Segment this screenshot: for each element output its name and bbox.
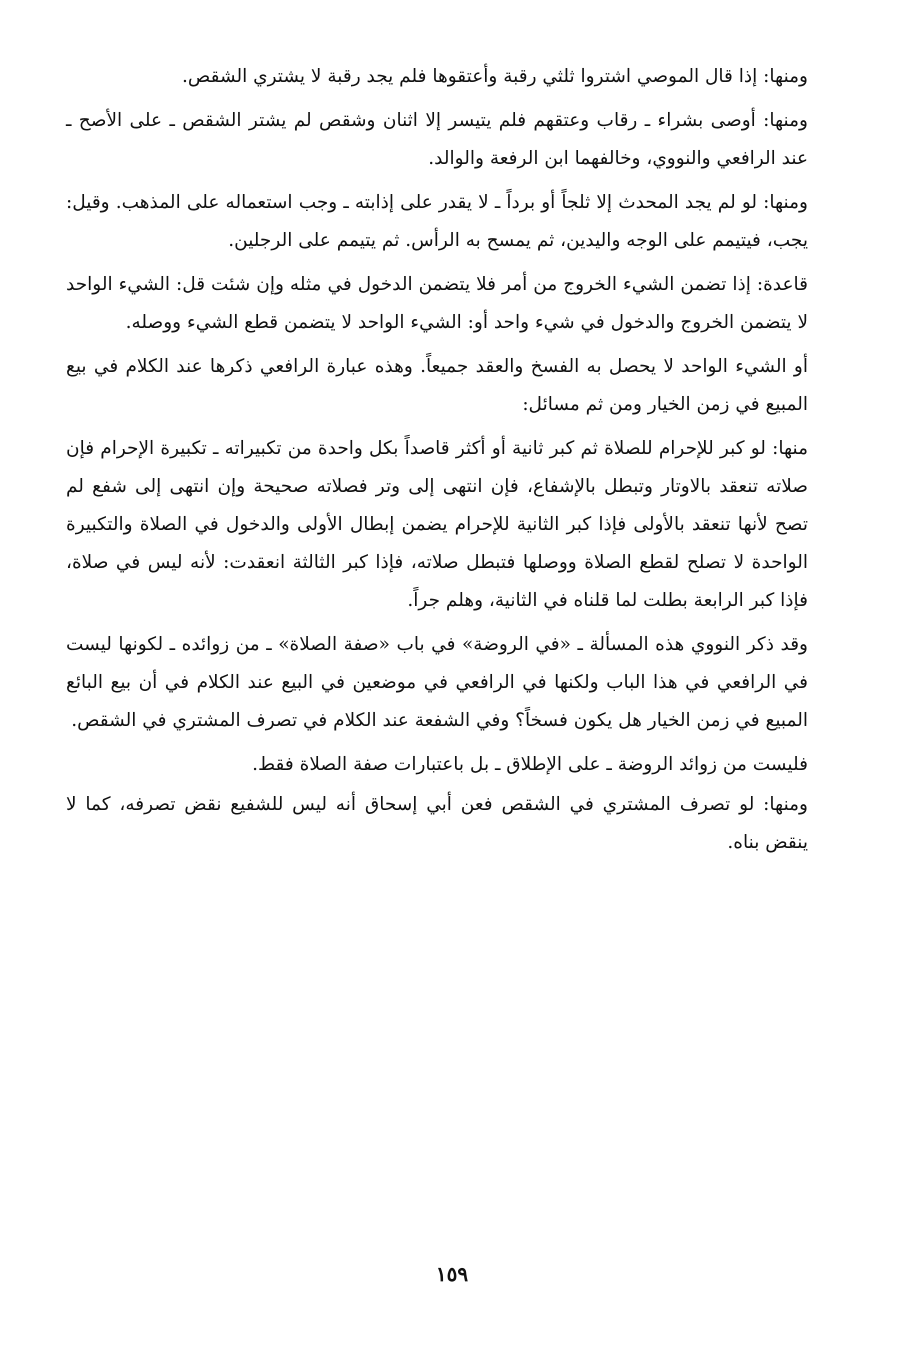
paragraph-9: ومنها: لو تصرف المشتري في الشقص فعن أبي إسحاق أنه ليس للشفيع نقض تصرفه، كما لا ينقض بناه. bbox=[66, 794, 808, 853]
paragraph-8: فليست من زوائد الروضة ـ على الإطلاق ـ بل باعتبارات صفة الصلاة فقط. bbox=[252, 754, 808, 775]
paragraph-5: أو الشيء الواحد لا يحصل به الفسخ والعقد جميعاً. وهذه عبارة الرافعي ذكرها عند الكلام في بيع المبيع في زمن الخيار ومن ثم مسائل: bbox=[66, 356, 808, 415]
paragraph-rule: قاعدة: إذا تضمن الشيء الخروج من أمر فلا يتضمن الدخول في مثله وإن شئت قل: الشيء الواحد لا يتضمن الخروج والدخول في شيء واحد أو: الشيء الواحد لا يتضمن قطع الشيء ووصله. bbox=[66, 274, 808, 333]
paragraph-1: ومنها: إذا قال الموصي اشتروا ثلثي رقبة وأعتقوها فلم يجد رقبة لا يشتري الشقص. bbox=[182, 66, 808, 87]
paragraph-2: ومنها: أوصى بشراء ـ رقاب وعتقهم فلم يتيسر إلا اثنان وشقص لم يشتر الشقص ـ على الأصح ـ عند الرافعي والنووي، وخالفهما ابن الرفعة والوالد. bbox=[66, 110, 808, 169]
paragraph-3: ومنها: لو لم يجد المحدث إلا ثلجاً أو برداً ـ لا يقدر على إذابته ـ وجب استعماله على المذهب. وقيل: يجب، فيتيمم على الوجه واليدين، ثم يمسح به الرأس. ثم يتيمم على الرجلين. bbox=[66, 192, 808, 251]
page-body bbox=[66, 58, 808, 868]
paragraph-7: وقد ذكر النووي هذه المسألة ـ «في الروضة» في باب «صفة الصلاة» ـ من زوائده ـ لكونها ليست في الرافعي في هذا الباب ولكنها في الرافعي في موضعين في البيع عند الكلام في أن بيع البائع المبيع في زمن الخيار هل يكون فسخاً؟ وفي الشفعة عند الكلام في تصرف المشتري في الشقص. bbox=[66, 634, 808, 731]
paragraph-6: منها: لو كبر للإحرام للصلاة ثم كبر ثانية أو أكثر قاصداً بكل واحدة من تكبيراته ـ تكبيرة الإحرام فإن صلاته تنعقد بالاوتار وتبطل بالإشفاع، فإن انتهى إلى وتر فصلاته صحيحة وإن انتهى إلى شفع لم تصح لأنها تنعقد بالأولى فإذا كبر الثانية للإحرام يضمن إبطال الأولى والدخول في الصلاة والتكبيرة الواحدة لا تصلح لقطع الصلاة ووصلها فتبطل صلاته، فإذا كبر الثالثة انعقدت: لأنه ليس في صلاة، فإذا كبر الرابعة بطلت لما قلناه في الثانية، وهلم جراً. bbox=[66, 438, 808, 611]
page-number: ١٥٩ bbox=[435, 1262, 469, 1286]
